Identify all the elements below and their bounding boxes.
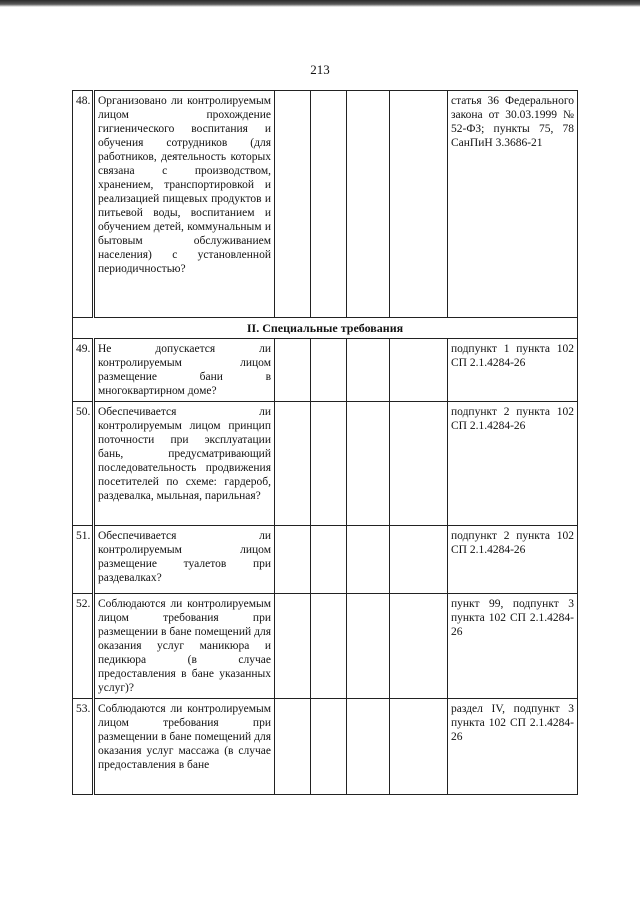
answer-na-cell[interactable] [347, 526, 390, 594]
reference-cell: подпункт 1 пункта 102 СП 2.1.4284-26 [448, 339, 578, 402]
row-number: 53. [73, 699, 94, 795]
reference-cell: подпункт 2 пункта 102 СП 2.1.4284-26 [448, 526, 578, 594]
question-cell: Не допускается ли контролируемым лицом размещение бани в многоквартирном доме? [94, 339, 275, 402]
table-row [73, 339, 578, 402]
notes-cell[interactable] [390, 402, 448, 526]
reference-cell: подпункт 2 пункта 102 СП 2.1.4284-26 [448, 402, 578, 526]
table-row [73, 699, 578, 795]
answer-no-cell[interactable] [311, 526, 347, 594]
answer-yes-cell[interactable] [275, 402, 311, 526]
reference-cell: пункт 99, подпункт 3 пункта 102 СП 2.1.4284-26 [448, 594, 578, 699]
reference-cell: раздел IV, подпункт 3 пункта 102 СП 2.1.4284-26 [448, 699, 578, 795]
question-cell: Обеспечивается ли контролируемым лицом принцип поточности при эксплуатации бань, предусматривающий последовательность продвижения посетителей по схеме: гардероб, раздевалка, мыльная, парильная? [94, 402, 275, 526]
row-number: 50. [73, 402, 94, 526]
notes-cell[interactable] [390, 699, 448, 795]
reference-cell: статья 36 Федерального закона от 30.03.1999 № 52-ФЗ; пункты 75, 78 СанПиН 3.3686-21 [448, 91, 578, 318]
table-row [73, 594, 578, 699]
question-cell: Организовано ли контролируемым лицом прохождение гигиенического воспитания и обучения сотрудников (для работников, деятельность которых связана с производством, хранением, транспортировкой и реализацией пищевых продуктов и питьевой воды, воспитанием и обучением детей, коммунальным и бытовым обслуживанием населения) с установленной периодичностью? [94, 91, 275, 318]
question-cell: Соблюдаются ли контролируемым лицом требования при размещении в бане помещений для оказания услуг массажа (в случае предоставления в бане [94, 699, 275, 795]
answer-na-cell[interactable] [347, 339, 390, 402]
row-number: 49. [73, 339, 94, 402]
answer-no-cell[interactable] [311, 402, 347, 526]
row-number: 51. [73, 526, 94, 594]
notes-cell[interactable] [390, 339, 448, 402]
answer-no-cell[interactable] [311, 339, 347, 402]
notes-cell[interactable] [390, 91, 448, 318]
answer-yes-cell[interactable] [275, 526, 311, 594]
answer-na-cell[interactable] [347, 91, 390, 318]
row-number: 52. [73, 594, 94, 699]
notes-cell[interactable] [390, 526, 448, 594]
scan-edge [0, 0, 640, 7]
answer-yes-cell[interactable] [275, 699, 311, 795]
question-cell: Обеспечивается ли контролируемым лицом размещение туалетов при раздевалках? [94, 526, 275, 594]
answer-yes-cell[interactable] [275, 339, 311, 402]
answer-yes-cell[interactable] [275, 594, 311, 699]
answer-no-cell[interactable] [311, 91, 347, 318]
requirements-table [72, 90, 578, 795]
answer-na-cell[interactable] [347, 402, 390, 526]
page-number: 213 [310, 62, 330, 77]
table-row [73, 526, 578, 594]
row-number: 48. [73, 91, 94, 318]
answer-na-cell[interactable] [347, 699, 390, 795]
answer-na-cell[interactable] [347, 594, 390, 699]
section-row [73, 318, 578, 339]
question-cell: Соблюдаются ли контролируемым лицом требования при размещении в бане помещений для оказания услуг маникюра и педикюра (в случае предоставления в бане указанных услуг)? [94, 594, 275, 699]
table-row [73, 402, 578, 526]
table-row [73, 91, 578, 318]
answer-no-cell[interactable] [311, 594, 347, 699]
notes-cell[interactable] [390, 594, 448, 699]
section-title: II. Специальные требования [73, 318, 578, 339]
answer-yes-cell[interactable] [275, 91, 311, 318]
answer-no-cell[interactable] [311, 699, 347, 795]
